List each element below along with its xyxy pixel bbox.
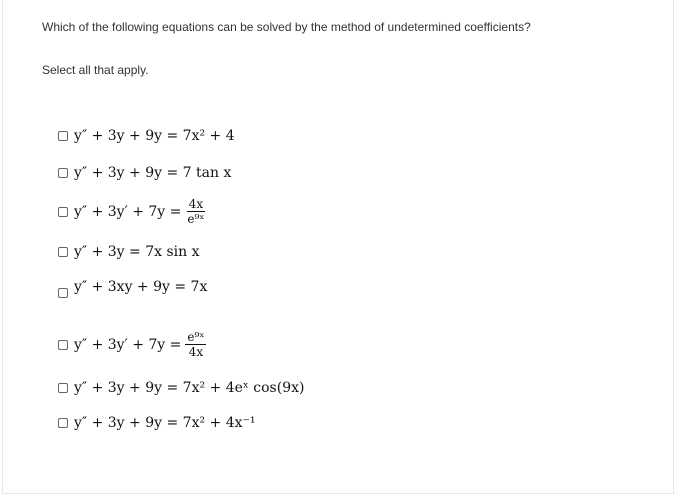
option-3-lhs: y″ + 3y′ + 7y = — [74, 203, 182, 220]
option-8[interactable] — [58, 415, 256, 431]
option-1-equation: y″ + 3y + 9y = 7x² + 4 — [74, 128, 235, 144]
option-3-numerator: 4x — [188, 197, 204, 211]
option-3-equation — [74, 197, 206, 226]
option-4-equation: y″ + 3y = 7x sin x — [74, 244, 200, 260]
option-7-checkbox[interactable] — [58, 383, 68, 393]
option-2-checkbox[interactable] — [58, 168, 68, 178]
option-7-equation: y″ + 3y + 9y = 7x² + 4eˣ cos(9x) — [74, 380, 305, 396]
option-3[interactable] — [58, 197, 206, 226]
option-6-checkbox[interactable] — [58, 340, 68, 350]
option-1[interactable] — [58, 128, 235, 144]
option-4[interactable] — [58, 244, 200, 260]
option-6-fraction — [185, 330, 206, 359]
option-3-checkbox[interactable] — [58, 207, 68, 217]
option-7[interactable] — [58, 380, 304, 396]
option-3-denominator: e⁹ˣ — [187, 212, 205, 226]
option-8-checkbox[interactable] — [58, 418, 68, 428]
option-8-equation: y″ + 3y + 9y = 7x² + 4x⁻¹ — [74, 415, 256, 431]
option-2[interactable] — [58, 165, 231, 181]
option-6-numerator: e⁹ˣ — [187, 330, 205, 344]
question-text: Which of the following equations can be solved by the method of undetermined coefficients? — [42, 20, 531, 34]
option-6-equation — [74, 330, 206, 359]
option-6[interactable] — [58, 330, 206, 359]
option-5[interactable] — [58, 279, 207, 295]
option-1-checkbox[interactable] — [58, 131, 68, 141]
option-6-lhs: y″ + 3y′ + 7y = — [74, 336, 182, 353]
option-6-denominator: 4x — [188, 345, 204, 359]
option-5-checkbox[interactable] — [58, 288, 68, 298]
option-5-equation: y″ + 3xy + 9y = 7x — [74, 279, 208, 295]
option-4-checkbox[interactable] — [58, 247, 68, 257]
option-3-fraction — [185, 197, 206, 226]
option-2-equation: y″ + 3y + 9y = 7 tan x — [74, 165, 232, 181]
instruction-text: Select all that apply. — [42, 63, 149, 77]
